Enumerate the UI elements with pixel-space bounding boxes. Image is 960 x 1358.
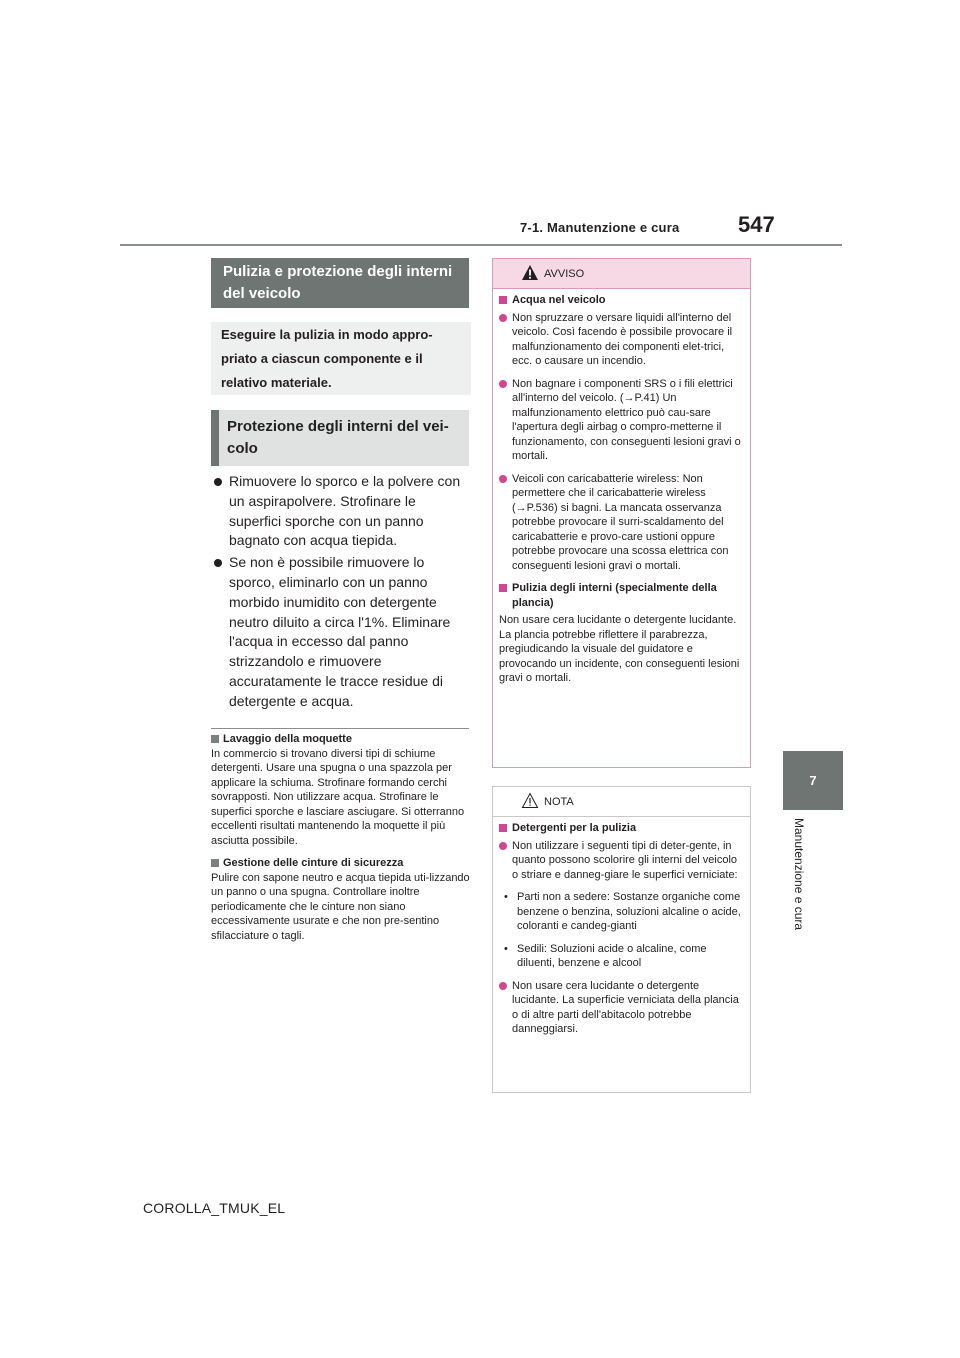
subtitle-box: Protezione degli interni del vei-colo: [211, 410, 469, 466]
bullet-icon: [499, 982, 507, 990]
bullet-text: Se non è possibile rimuovere lo sporco, eliminarlo con un panno morbido inumidito con detergente neutro diluito a circa l'1%. Eliminare l'acqua in eccesso dal panno strizzandolo e rimuovere accuratamente le tracce residue di detergente e acqua.: [229, 554, 451, 709]
list-item: Non spruzzare o versare liquidi all'interno del veicolo. Così facendo è possibile provocare il malfunzionamento dei componenti elet-trici, ecc. o causare un incendio.: [499, 311, 744, 369]
avviso-box: [492, 258, 751, 768]
bullet-icon: [499, 380, 507, 388]
bullet-list: [211, 472, 471, 714]
sub-item: • Parti non a sedere: Sostanze organiche come benzene o benzina, soluzioni alcaline o acide, coloranti e candeg-gianti: [504, 891, 741, 932]
chapter-side-label: [792, 818, 808, 958]
avviso-title: AVVISO: [544, 268, 585, 280]
nota-body: [493, 817, 750, 1051]
list-item: Non usare cera lucidante o detergente lucidante. La superficie verniciata della plancia o di altre parti dell'abitacolo potrebbe danneggiarsi.: [499, 979, 744, 1037]
nota-heading: Detergenti per la pulizia: [499, 821, 744, 836]
avviso-text: Non usare cera lucidante o detergente lucidante. La plancia potrebbe riflettere il parabrezza, pregiudicando la visuale del guidatore e provocando un incidente, con conseguenti lesioni gravi o mortali.: [499, 614, 740, 684]
bullet-icon: [214, 478, 222, 486]
info-text: Pulire con sapone neutro e acqua tiepida uti-lizzando un panno o una spugna. Controllare inoltre periodicamente che le cinture non siano eccessivamente usurate e che non pre-sentino sfilacciature o tagli.: [211, 871, 470, 942]
list-item: [211, 553, 471, 711]
avviso-heading: Pulizia degli interni (specialmente della plancia): [499, 581, 744, 610]
avviso-title-bar: [493, 259, 750, 289]
avviso-body: [493, 289, 750, 696]
square-icon: [499, 296, 507, 304]
square-icon: [499, 824, 507, 832]
info-rule: [211, 728, 469, 729]
list-item: [211, 472, 471, 551]
square-icon: [211, 859, 219, 867]
caution-icon: [521, 792, 539, 809]
sub-item: • Sedili: Soluzioni acide o alcaline, come diluenti, benzene e alcool: [504, 942, 707, 969]
list-item: Veicoli con caricabatterie wireless: Non permettere che il caricabatterie wireless (→P.536) si bagni. La mancata osservanza potrebbe provocare il surri-scaldamento del caricabatterie e provo-care ustioni oppure potrebbe provocare una scossa elettrica con conseguenti lesioni gravi o mortali.: [499, 472, 744, 574]
bullet-text: Rimuovere lo sporco e la polvere con un aspirapolvere. Strofinare le superfici sporche con un panno bagnato con acqua tiepida.: [229, 473, 461, 549]
info-heading: Gestione delle cinture di sicurezza: [211, 856, 471, 871]
page-number: 547: [738, 212, 775, 237]
chapter-tab: 7: [783, 751, 843, 810]
avviso-heading: Acqua nel veicolo: [499, 293, 744, 308]
info-text: In commercio si trovano diversi tipi di schiume detergenti. Usare una spugna o una spazzola per applicare la schiuma. Strofinare formando cerchi sovrapposti. Non utilizzare acqua. Strofinare le superfici sporche e lasciare asciugare. Si otterranno eccellenti risultati mantenendo la moquette il più asciutta possibile.: [211, 747, 465, 847]
nota-box: [492, 786, 751, 1093]
top-rule: [120, 244, 842, 246]
square-icon: [211, 735, 219, 743]
nota-title: NOTA: [544, 796, 574, 808]
warning-icon: [521, 264, 539, 281]
sub-bullet: •: [504, 942, 508, 955]
sub-bullet: •: [504, 891, 508, 903]
chapter-title: Manutenzione e cura: [792, 818, 806, 931]
intro-box: Eseguire la pulizia in modo appro-priato a ciascun componente e il relativo materiale.: [211, 322, 471, 395]
footer-code: COROLLA_TMUK_EL: [143, 1200, 286, 1216]
square-icon: [499, 584, 507, 592]
bullet-icon: [499, 475, 507, 483]
nota-title-bar: [493, 787, 750, 817]
main-title-box: Pulizia e protezione degli interni del veicolo: [211, 258, 469, 308]
bullet-icon: [499, 314, 507, 322]
bullet-icon: [499, 842, 507, 850]
info-section: [211, 732, 471, 951]
list-item: Non bagnare i componenti SRS o i fili elettrici all'interno del veicolo. (→P.41) Un malfunzionamento elettrico può cau-sare l'apertura degli airbag o compro-metterne il funzionamento, con conseguenti lesioni gravi o mortali.: [499, 377, 744, 464]
bullet-icon: [214, 559, 222, 567]
list-item: Non utilizzare i seguenti tipi di deter-gente, in quanto possono scolorire gli interni del veicolo o striare e danneg-giare le superfici verniciate:: [499, 839, 744, 883]
info-heading: Lavaggio della moquette: [211, 732, 471, 747]
section-label: 7-1. Manutenzione e cura: [520, 220, 680, 235]
